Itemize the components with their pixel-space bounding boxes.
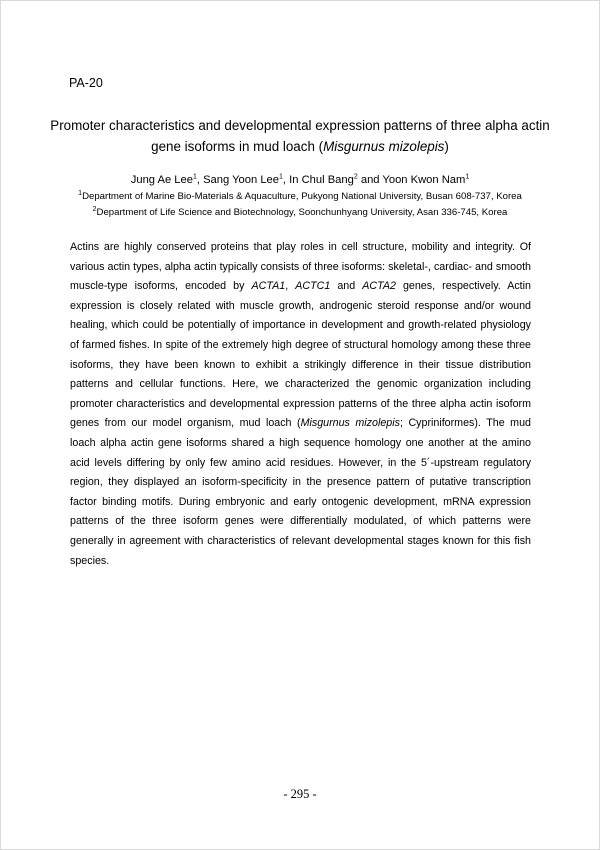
author-affiliation-mark: 1 xyxy=(192,173,197,181)
species-name: Misgurnus mizolepis xyxy=(300,417,400,430)
author-name: In Chul Bang xyxy=(289,174,354,186)
author-affiliation-mark: 2 xyxy=(353,173,358,181)
gene-name: ACTA1 xyxy=(251,280,286,293)
affiliation-1: $^1$Department of Marine Bio-Materials & Aquaculture, Pukyong National University, Busan 608-737, Korea xyxy=(78,189,522,202)
title-line-2: gene isoforms in mud loach (Misgurnus mizolepis) xyxy=(151,139,449,154)
paper-title xyxy=(40,115,560,157)
affiliation-2: $^2$Department of Life Science and Biotechnology, Soonchunhyang University, Asan 336-745, Korea xyxy=(92,205,508,218)
gene-name: ACTC1 xyxy=(295,280,331,293)
abstract-code: PA-20 xyxy=(69,76,103,90)
author-list: Jung Ae Lee$^1$, Sang Yoon Lee$^1$, In Chul Bang$^2$ and Yoon Kwon Nam$^1$ xyxy=(130,173,470,186)
title-line-1: Promoter characteristics and developmental expression patterns of three alpha actin xyxy=(50,118,550,133)
author-affiliation-mark: 1 xyxy=(465,173,470,181)
author-name: Sang Yoon Lee xyxy=(203,174,280,186)
author-affiliation-mark: 1 xyxy=(279,173,283,181)
author-name: Yoon Kwon Nam xyxy=(382,174,466,186)
page-number: - 295 - xyxy=(283,787,317,801)
abstract-body: Actins are highly conserved proteins that play roles in cell structure, mobility and integrity. Of various actin types, alpha actin typically consists of three isoforms: skeletal-, cardiac- and smooth muscle-type isoforms, encoded by ACTA1, ACTC1 and ACTA2 genes, respectively. Actin expression is closely related with muscle growth, androgenic steroid response and/or wound healing, which could be potentially of importance in development and growth-related physiology of farmed fishes. In spite of the extremely high degree of structural homology among these three isoforms, they have been known to exhibit a strikingly difference in their tissue distribution patterns and cellular functions. Here, we characterized the genomic organization including promoter characteristics and developmental expression patterns of the three alpha actin isoform genes from our model organism, mud loach (Misgurnus mizolepis; Cypriniformes). The mud loach alpha actin gene isoforms shared a high sequence homology one another at the amino acid levels differing by only few amino acid residues. However, in the 5´-upstream regulatory region, they displayed an isoform-specificity in the presence pattern of putative transcription factor binding motifs. During embryonic and early ontogenic development, mRNA expression patterns of the three isoform genes were differentially modulated, of which patterns were generally in agreement with characteristics of relevant developmental stages known for this fish species. xyxy=(70,241,531,567)
gene-name: ACTA2 xyxy=(362,280,396,293)
author-name: Jung Ae Lee xyxy=(130,174,193,186)
title-species: Misgurnus mizolepis xyxy=(323,139,445,154)
